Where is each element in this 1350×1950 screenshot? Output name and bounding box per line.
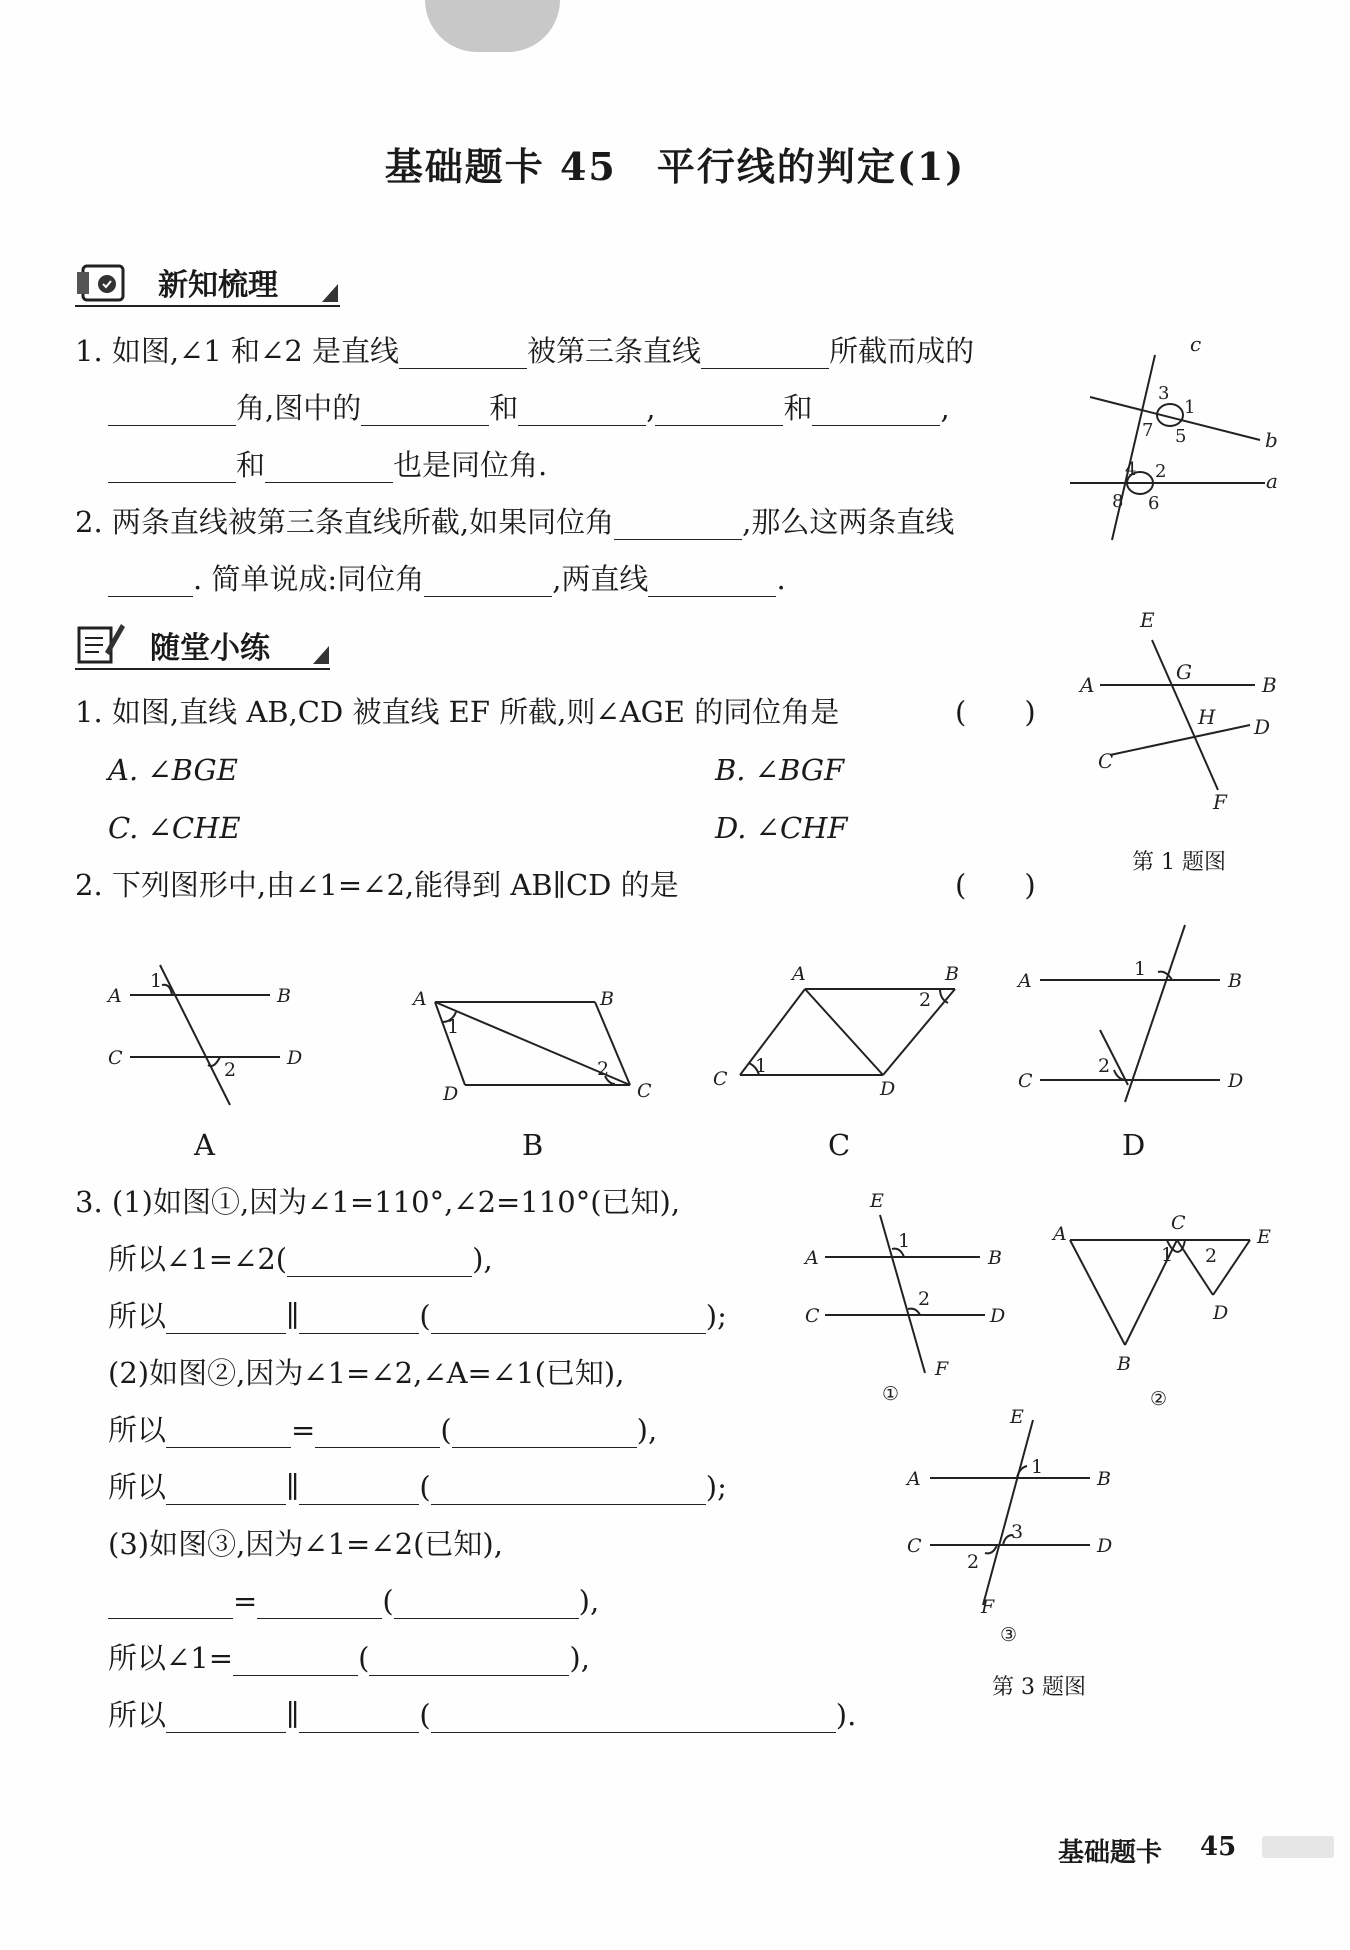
practice-q1-option-d[interactable]: D. ∠CHF	[715, 811, 848, 845]
page-title: 基础题卡 45 平行线的判定(1)	[384, 144, 966, 189]
svg-text:A: A	[907, 1468, 921, 1490]
knowledge-q1-line2: 角,图中的 和 , 和 ,	[108, 390, 950, 426]
svg-text:4: 4	[1125, 459, 1137, 480]
svg-text:B: B	[1262, 673, 1277, 697]
svg-text:1: 1	[1184, 397, 1196, 418]
figure-q2-d	[1010, 920, 1260, 1105]
svg-text:E: E	[1257, 1226, 1271, 1248]
svg-text:C: C	[1018, 1070, 1033, 1092]
knowledge-q1-line1: 1. 如图,∠1 和∠2 是直线 被第三条直线 所截而成的	[75, 334, 975, 368]
svg-text:2: 2	[918, 1288, 931, 1310]
svg-text:E: E	[1010, 1406, 1024, 1428]
svg-text:1: 1	[755, 1055, 768, 1077]
svg-text:2: 2	[1098, 1055, 1111, 1077]
svg-text:B: B	[945, 963, 959, 985]
svg-text:A: A	[108, 985, 122, 1007]
practice-q1-option-c[interactable]: C. ∠CHE	[108, 811, 241, 845]
q2-label-b: B	[522, 1128, 544, 1162]
section-practice: 随堂小练	[150, 631, 270, 666]
svg-text:1: 1	[150, 970, 163, 992]
figure-q2-b	[405, 975, 665, 1115]
svg-text:H: H	[1198, 705, 1216, 729]
svg-text:B: B	[277, 985, 291, 1007]
figure-q2-a	[100, 955, 320, 1115]
footer-decoration	[1262, 1836, 1334, 1858]
svg-text:B: B	[988, 1247, 1002, 1269]
svg-text:5: 5	[1175, 426, 1187, 447]
svg-text:1: 1	[1161, 1244, 1174, 1266]
svg-text:E: E	[870, 1190, 884, 1212]
svg-text:A: A	[792, 963, 806, 985]
svg-text:G: G	[1176, 660, 1192, 684]
q2-label-c: C	[828, 1128, 851, 1162]
svg-text:A: A	[413, 988, 427, 1010]
svg-text:B: B	[1097, 1468, 1111, 1490]
svg-text:F: F	[935, 1358, 949, 1380]
svg-text:A: A	[1080, 673, 1095, 697]
svg-text:D: D	[1213, 1302, 1229, 1324]
figure-q1	[1070, 605, 1285, 815]
svg-text:1: 1	[1031, 1456, 1044, 1478]
svg-text:A: A	[1053, 1223, 1067, 1245]
section-triangle	[313, 646, 329, 664]
figure-q3-1	[800, 1185, 1020, 1405]
figure-q1-caption: 第 1 题图	[1132, 850, 1226, 875]
svg-text:C: C	[108, 1047, 123, 1069]
figure-parallel-lines-abc	[1060, 335, 1290, 550]
svg-text:1: 1	[447, 1016, 460, 1038]
svg-text:C: C	[1098, 749, 1114, 773]
svg-text:D: D	[1097, 1535, 1113, 1557]
q3-line7: (3)如图③,因为∠1=∠2(已知),	[108, 1527, 503, 1561]
q3-line2: 所以∠1=∠2( ),	[108, 1242, 493, 1276]
page-number: 45	[1200, 1832, 1237, 1862]
section-triangle	[322, 284, 338, 302]
svg-text:B: B	[1228, 970, 1242, 992]
q3-line4: (2)如图②,因为∠1=∠2,∠A=∠1(已知),	[108, 1356, 625, 1390]
fig-label-a: a	[1266, 469, 1278, 493]
notebook-icon	[75, 262, 131, 306]
q3-line6: 所以 ∥ ( );	[108, 1470, 727, 1504]
figure-q3-3	[895, 1405, 1125, 1645]
svg-text:C: C	[637, 1080, 652, 1102]
knowledge-q2-line2: . 简单说成:同位角 ,两直线 .	[108, 561, 786, 597]
practice-q2-text: 2. 下列图形中,由∠1=∠2,能得到 AB∥CD 的是	[75, 868, 679, 902]
fig-label-c: c	[1190, 335, 1202, 356]
practice-q2-answer-paren[interactable]: ( )	[955, 868, 1036, 902]
pencil-note-icon	[75, 620, 127, 666]
svg-text:A: A	[805, 1247, 819, 1269]
knowledge-q2-line1: 2. 两条直线被第三条直线所截,如果同位角 ,那么这两条直线	[75, 505, 955, 539]
svg-text:1: 1	[1134, 958, 1147, 980]
svg-text:2: 2	[967, 1551, 980, 1573]
svg-text:②: ②	[1150, 1388, 1168, 1410]
practice-q1-option-b[interactable]: B. ∠BGF	[715, 753, 845, 787]
svg-text:D: D	[287, 1047, 303, 1069]
knowledge-q1-line3: 和 也是同位角.	[108, 447, 547, 483]
svg-text:2: 2	[597, 1058, 610, 1080]
svg-text:D: D	[1254, 715, 1271, 739]
svg-text:1: 1	[898, 1230, 911, 1252]
svg-text:2: 2	[1155, 461, 1167, 482]
section-underline	[75, 305, 340, 307]
svg-text:3: 3	[1158, 383, 1170, 404]
svg-text:B: B	[600, 988, 614, 1010]
footer-label: 基础题卡	[1058, 1838, 1163, 1868]
q3-line10: 所以 ∥ ( ).	[108, 1698, 857, 1732]
q3-line5: 所以 = ( ),	[108, 1413, 658, 1447]
q3-line9: 所以∠1= ( ),	[108, 1641, 590, 1675]
svg-text:①: ①	[882, 1383, 900, 1405]
svg-text:③: ③	[1000, 1624, 1018, 1645]
svg-text:A: A	[1018, 970, 1032, 992]
top-decoration	[425, 0, 560, 52]
practice-q1-text: 1. 如图,直线 AB,CD 被直线 EF 所截,则∠AGE 的同位角是	[75, 695, 840, 729]
figure-q3-2	[1045, 1205, 1285, 1410]
svg-text:D: D	[443, 1083, 459, 1105]
svg-text:E: E	[1140, 608, 1155, 632]
svg-text:C: C	[1171, 1212, 1186, 1234]
svg-text:2: 2	[1205, 1245, 1218, 1267]
svg-text:2: 2	[224, 1059, 237, 1081]
svg-text:C: C	[805, 1305, 820, 1327]
q3-line8: = ( ),	[108, 1583, 599, 1619]
svg-text:D: D	[1228, 1070, 1244, 1092]
practice-q1-answer-paren[interactable]: ( )	[955, 695, 1036, 729]
svg-text:B: B	[1117, 1353, 1131, 1375]
section-new-knowledge: 新知梳理	[158, 268, 278, 303]
fig-label-b: b	[1265, 428, 1278, 452]
svg-text:3: 3	[1011, 1521, 1024, 1543]
svg-text:F: F	[981, 1596, 995, 1618]
q3-line3: 所以 ∥ ( );	[108, 1299, 727, 1333]
svg-text:6: 6	[1148, 493, 1160, 514]
svg-text:8: 8	[1112, 491, 1124, 512]
svg-text:D: D	[880, 1078, 896, 1100]
figure-q3-caption: 第 3 题图	[992, 1675, 1086, 1700]
svg-text:D: D	[990, 1305, 1006, 1327]
svg-text:C: C	[713, 1068, 728, 1090]
svg-text:C: C	[907, 1535, 922, 1557]
svg-text:7: 7	[1142, 420, 1154, 441]
svg-text:F: F	[1213, 790, 1227, 814]
q3-line1: 3. (1)如图①,因为∠1=110°,∠2=110°(已知),	[75, 1185, 681, 1219]
q2-label-a: A	[194, 1128, 215, 1162]
section-underline	[75, 668, 330, 670]
q2-label-d: D	[1122, 1128, 1146, 1162]
practice-q1-option-a[interactable]: A. ∠BGE	[108, 753, 238, 787]
svg-text:2: 2	[919, 989, 932, 1011]
figure-q2-c	[705, 955, 970, 1120]
